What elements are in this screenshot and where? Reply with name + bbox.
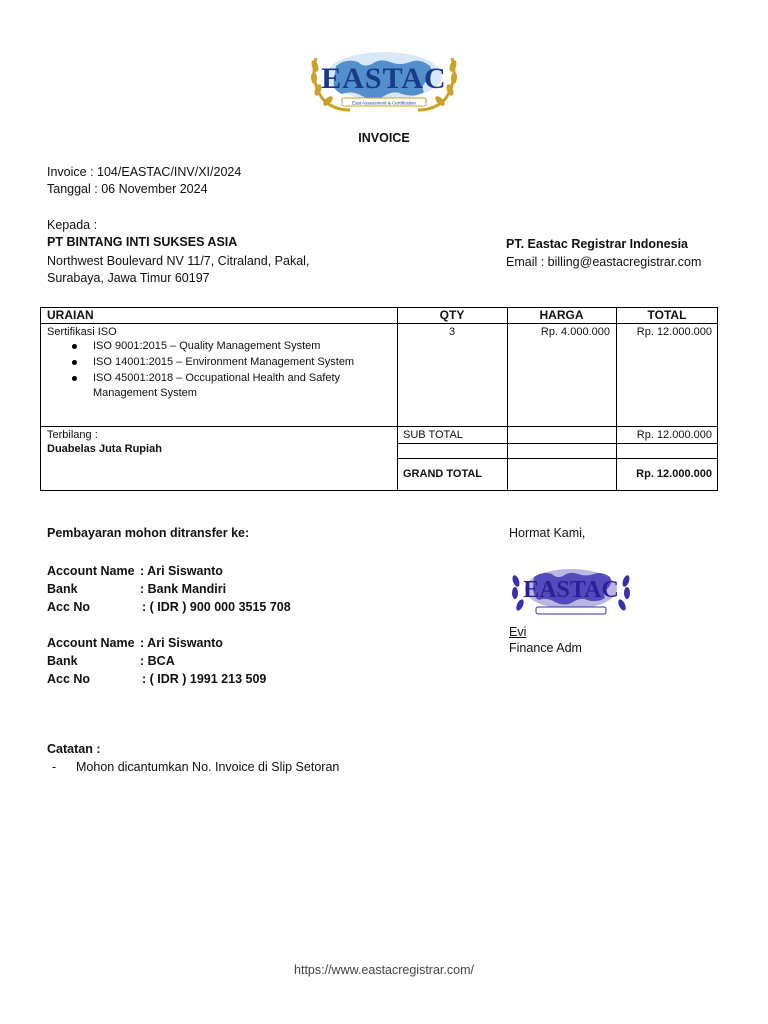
acc-no-label: Acc No [47, 600, 91, 614]
acc-no-value: : ( IDR ) 1991 213 509 [142, 672, 267, 686]
item-line: ISO 14001:2015 – Environment Management System [93, 356, 355, 368]
header-divider [41, 323, 717, 324]
grandtotal-value: Rp. 12.000.000 [636, 468, 712, 480]
payment-heading: Pembayaran mohon ditransfer ke: [47, 526, 250, 540]
subtotal-label: SUB TOTAL [403, 429, 463, 441]
bullet-icon [72, 360, 77, 365]
row-divider [397, 458, 717, 459]
item-line: ISO 9001:2015 – Quality Management System [93, 340, 321, 352]
invoice-table [40, 307, 718, 491]
closing-greeting: Hormat Kami, [509, 526, 586, 540]
client-address-line-2: Surabaya, Jawa Timur 60197 [47, 271, 210, 285]
company-logo [306, 48, 462, 114]
client-name: PT BINTANG INTI SUKSES ASIA [47, 235, 238, 249]
invoice-number: Invoice : 104/EASTAC/INV/XI/2024 [47, 165, 242, 179]
notes-text: Mohon dicantumkan No. Invoice di Slip Setoran [76, 760, 340, 774]
company-stamp [508, 563, 634, 623]
signer-name: Evi [509, 625, 527, 639]
terbilang-value: Duabelas Juta Rupiah [47, 443, 162, 455]
acc-no-value: : ( IDR ) 900 000 3515 708 [142, 600, 291, 614]
footer-website-link[interactable]: https://www.eastacregistrar.com/ [294, 963, 474, 977]
item-total: Rp. 12.000.000 [636, 326, 712, 338]
acc-no-label: Acc No [47, 672, 91, 686]
bank-value: : BCA [140, 654, 175, 668]
svg-text:East Assessment & Certificatio: East Assessment & Certification [352, 100, 416, 106]
account-name-label: Account Name [47, 564, 135, 578]
item-qty: 3 [448, 326, 456, 338]
account-name-value: : Ari Siswanto [140, 636, 223, 650]
recipient-label: Kepada : [47, 218, 98, 232]
header-price: HARGA [539, 308, 584, 322]
item-line: Management System [93, 387, 197, 399]
bank-label: Bank [47, 582, 78, 596]
row-divider [41, 426, 717, 427]
terbilang-label: Terbilang : [47, 429, 98, 441]
issuer-name: PT. Eastac Registrar Indonesia [506, 237, 689, 251]
row-divider [397, 443, 717, 444]
notes-dash: - [52, 760, 57, 774]
header-qty: QTY [439, 308, 465, 322]
bank-label: Bank [47, 654, 78, 668]
subtotal-value: Rp. 12.000.000 [636, 429, 712, 441]
invoice-date: Tanggal : 06 November 2024 [47, 182, 208, 196]
svg-text:EASTAC: EASTAC [523, 577, 619, 603]
item-title: Sertifikasi ISO [47, 326, 117, 338]
account-name-label: Account Name [47, 636, 135, 650]
bullet-icon [72, 376, 77, 381]
header-total: TOTAL [647, 308, 687, 322]
item-price: Rp. 4.000.000 [540, 326, 610, 338]
signer-role: Finance Adm [509, 641, 582, 655]
notes-label: Catatan : [47, 742, 101, 756]
bullet-icon [72, 344, 77, 349]
header-description: URAIAN [47, 308, 94, 322]
client-address-line-1: Northwest Boulevard NV 11/7, Citraland, Pakal, [47, 254, 310, 268]
document-title: INVOICE [358, 131, 410, 145]
issuer-email: Email : billing@eastacregistrar.com [506, 255, 702, 269]
bank-value: : Bank Mandiri [140, 582, 227, 596]
grandtotal-label: GRAND TOTAL [403, 468, 483, 480]
svg-text:EASTAC: EASTAC [321, 62, 447, 95]
account-name-value: : Ari Siswanto [140, 564, 223, 578]
item-line: ISO 45001:2018 – Occupational Health and Safety [93, 372, 341, 384]
